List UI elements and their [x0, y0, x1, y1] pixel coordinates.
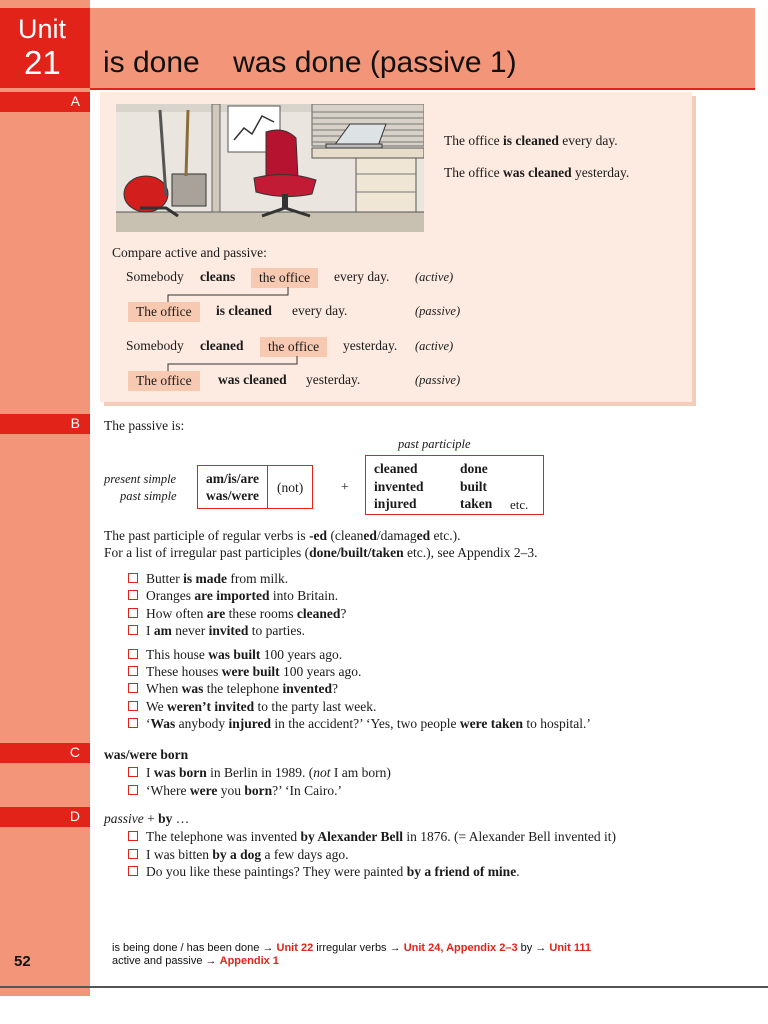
checkbox-bullet-icon — [128, 718, 138, 728]
text-segment: to the party last week. — [254, 698, 377, 714]
text-segment: were taken — [459, 715, 523, 731]
participle-cleaned: cleaned — [374, 461, 418, 476]
cross-reference-link[interactable]: Unit 111 — [549, 942, 591, 954]
born-examples — [128, 764, 391, 799]
checkbox-bullet-icon — [128, 573, 138, 583]
text-segment: 100 years ago. — [279, 664, 362, 680]
rule-regular: The past participle of regular verbs is -ed (cleaned/damaged etc.). — [104, 528, 461, 543]
text-segment: a few days ago. — [261, 846, 349, 862]
row-2-tail: every day. — [292, 303, 348, 318]
section-letter-a: A — [70, 93, 80, 109]
example-group-past — [128, 646, 591, 732]
example-item — [128, 570, 346, 587]
text-segment: Butter — [146, 571, 184, 586]
text-segment: from milk. — [227, 571, 289, 586]
page-number: 52 — [14, 953, 31, 970]
unit-number: 21 — [24, 44, 61, 81]
participle-col-2 — [460, 460, 492, 513]
text-segment: born — [244, 782, 273, 798]
by-heading: passive + by … — [104, 811, 190, 826]
row-1-tag: (active) — [415, 270, 454, 284]
text-segment: were built — [221, 664, 280, 680]
text-segment: by Alexander Bell — [300, 829, 403, 844]
text-segment: is made — [183, 571, 227, 586]
example-item — [128, 863, 616, 881]
text-segment: This house — [146, 647, 209, 662]
checkbox-bullet-icon — [128, 701, 138, 711]
text-segment: We — [146, 698, 168, 714]
text-segment: were — [189, 782, 218, 798]
rule-irregular: For a list of irregular past participles (done/built/taken etc.), see Appendix 2–3. — [104, 545, 538, 560]
caption-was-cleaned: The office was cleaned yesterday. — [444, 165, 630, 180]
text-segment: by a friend of mine — [406, 864, 517, 879]
row-3-tail: yesterday. — [343, 338, 398, 353]
example-item — [128, 715, 591, 732]
checkbox-bullet-icon — [128, 666, 138, 676]
row-1-verb: cleans — [200, 269, 236, 284]
checkbox-bullet-icon — [128, 785, 138, 795]
example-item — [128, 680, 591, 697]
checkbox-bullet-icon — [128, 866, 138, 876]
text-segment: I — [146, 623, 154, 639]
text-segment: How often — [146, 605, 207, 621]
text-segment: to parties. — [248, 623, 305, 639]
not-cell — [268, 466, 313, 509]
text-segment: you — [217, 782, 245, 798]
text-segment: in 1876. (= Alexander Bell invented it) — [402, 829, 617, 844]
section-tab-c — [0, 743, 90, 763]
row-3-object: the office — [260, 337, 327, 357]
aux-present: am/is/are — [206, 471, 259, 486]
section-letter-d: D — [69, 808, 80, 824]
label-present-simple: present simple — [104, 472, 177, 486]
footer-line-1 — [112, 942, 591, 954]
row-1-subject: Somebody — [126, 269, 184, 284]
footer-line-2 — [112, 955, 279, 967]
checkbox-bullet-icon — [128, 767, 138, 777]
left-margin-strip — [0, 0, 90, 996]
text-segment: to hospital.’ — [522, 715, 591, 731]
not-text: (not) — [277, 479, 304, 495]
row-3-tag: (active) — [415, 339, 454, 353]
section-letter-b: B — [70, 415, 80, 431]
participle-etc: etc. — [510, 497, 529, 512]
text-segment: invited — [208, 623, 249, 639]
text-segment: I was bitten — [146, 846, 213, 862]
row-3-subject: Somebody — [126, 338, 184, 353]
text-segment: not — [313, 765, 331, 780]
text-segment: am — [153, 623, 172, 639]
example-item — [128, 605, 346, 622]
row-4-tag: (passive) — [415, 373, 461, 387]
text-segment: I am born) — [330, 765, 391, 780]
text-segment: are imported — [194, 588, 270, 604]
text-segment: these rooms — [225, 605, 297, 621]
section-tab-d — [0, 807, 90, 827]
text-segment: When — [146, 681, 182, 697]
cross-reference-link[interactable]: Unit 22 — [276, 942, 314, 954]
text-segment: ‘Where — [146, 782, 190, 798]
row-3-verb: cleaned — [200, 338, 244, 353]
example-item — [128, 587, 346, 604]
text-segment: the telephone — [203, 681, 283, 697]
example-group-present — [128, 570, 346, 640]
checkbox-bullet-icon — [128, 849, 138, 859]
plus-sign: + — [341, 479, 349, 494]
text-segment: invented — [282, 681, 332, 697]
text-segment: irregular verbs → — [313, 942, 404, 954]
row-2-subject: The office — [128, 302, 200, 322]
cross-reference-link[interactable]: Unit 24, Appendix 2–3 — [403, 942, 518, 954]
section-tab-b — [0, 414, 90, 434]
cross-reference-link[interactable]: Appendix 1 — [219, 955, 279, 967]
text-segment: cleaned — [296, 605, 341, 621]
text-segment: was — [181, 681, 204, 697]
checkbox-bullet-icon — [128, 608, 138, 618]
text-segment: active and passive → — [112, 955, 220, 967]
checkbox-bullet-icon — [128, 649, 138, 659]
unit-word: Unit — [18, 14, 67, 44]
text-segment: 100 years ago. — [260, 647, 343, 662]
text-segment: was built — [208, 647, 261, 662]
row-4-verb: was cleaned — [218, 372, 287, 387]
text-segment: are — [206, 605, 226, 621]
text-segment: injured — [228, 715, 272, 731]
checkbox-bullet-icon — [128, 625, 138, 635]
checkbox-bullet-icon — [128, 683, 138, 693]
example-item — [128, 698, 591, 715]
row-2-tag: (passive) — [415, 304, 461, 318]
text-segment: Was — [150, 715, 176, 731]
office-illustration — [116, 104, 424, 232]
passive-intro: The passive is: — [104, 418, 185, 433]
text-segment: never — [171, 623, 209, 639]
text-segment: in the accident?’ ‘Yes, two people — [271, 715, 460, 731]
caption-is-cleaned: The office is cleaned every day. — [444, 133, 618, 148]
row-4-subject: The office — [128, 371, 200, 391]
text-segment: ? — [332, 681, 338, 697]
checkbox-bullet-icon — [128, 831, 138, 841]
section-letter-c: C — [69, 744, 80, 760]
text-segment: . — [516, 864, 520, 879]
participle-injured: injured — [374, 496, 417, 511]
header-divider — [90, 88, 755, 90]
participle-done: done — [460, 461, 488, 476]
text-segment: ?’ ‘In Cairo.’ — [272, 782, 342, 798]
example-item — [128, 764, 391, 782]
text-segment: into Britain. — [269, 588, 339, 604]
participle-taken: taken — [460, 496, 493, 511]
example-item — [128, 828, 616, 846]
text-segment: by → — [517, 942, 550, 954]
text-segment: by a dog — [212, 846, 262, 862]
participle-invented: invented — [374, 478, 424, 494]
text-segment: is being done / has been done → — [112, 942, 277, 954]
example-item — [128, 663, 591, 680]
row-1-tail: every day. — [334, 269, 390, 284]
text-segment: ? — [340, 605, 347, 621]
label-past-simple: past simple — [120, 489, 177, 503]
text-segment: I — [146, 765, 154, 780]
born-heading: was/were born — [104, 747, 189, 762]
example-item — [128, 622, 346, 639]
example-item — [128, 646, 591, 663]
text-segment: was born — [153, 765, 207, 780]
by-examples — [128, 828, 616, 881]
text-segment: Oranges — [146, 588, 195, 604]
aux-table — [197, 465, 313, 509]
footer-rule — [0, 986, 768, 988]
participle-built: built — [460, 478, 488, 494]
participle-box — [365, 455, 544, 515]
compare-intro: Compare active and passive: — [112, 245, 267, 260]
text-segment: anybody — [175, 715, 229, 731]
text-segment: in Berlin in 1989. ( — [206, 765, 314, 780]
checkbox-bullet-icon — [128, 590, 138, 600]
text-segment: ‘ — [146, 715, 151, 731]
row-2-verb: is cleaned — [216, 303, 272, 318]
text-segment: The telephone was invented — [146, 829, 301, 844]
text-segment: weren’t invited — [167, 698, 255, 714]
aux-cell — [198, 466, 268, 509]
row-1-object: the office — [251, 268, 318, 288]
past-participle-label: past participle — [398, 437, 471, 451]
section-tab-a — [0, 92, 90, 112]
unit-title: is done was done (passive 1) — [103, 46, 517, 79]
participle-col-1 — [374, 460, 424, 513]
example-item — [128, 782, 391, 800]
aux-past: was/were — [206, 488, 259, 503]
row-4-tail: yesterday. — [306, 372, 361, 387]
example-item — [128, 846, 616, 864]
text-segment: Do you like these paintings? They were painted — [146, 864, 407, 879]
text-segment: These houses — [146, 664, 222, 680]
